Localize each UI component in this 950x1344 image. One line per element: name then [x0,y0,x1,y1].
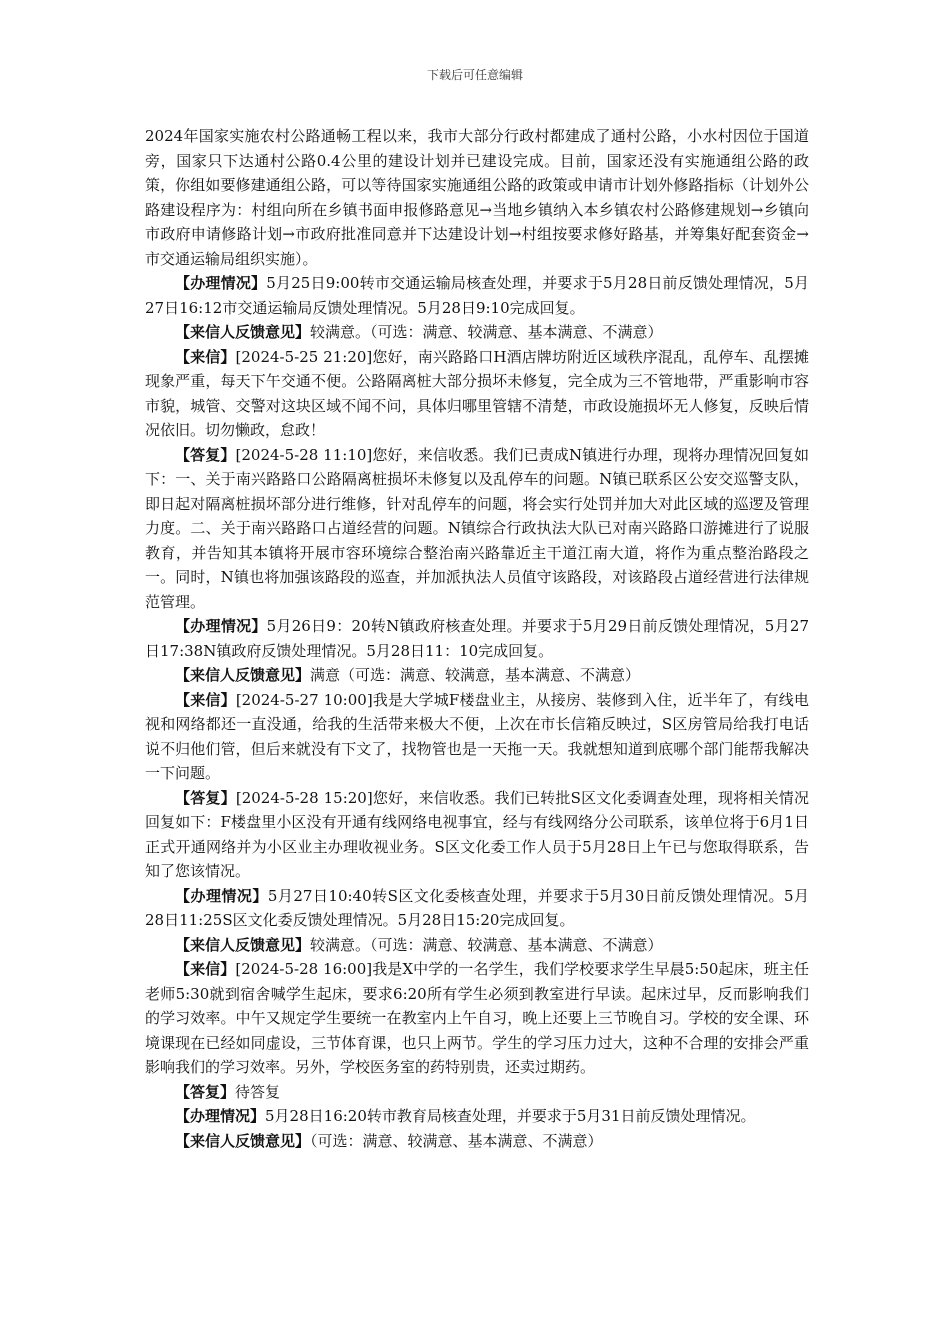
paragraph-text: 2024年国家实施农村公路通畅工程以来，我市大部分行政村都建成了通村公路，小水村因位于国道旁，国家只下达通村公路0.4公里的建设计划并已建设完成。目前，国家还没有实施通组公路的政策，你组如要修建通组公路，可以等待国家实施通组公路的政策或申请市计划外修路指标（计划外公路建设程序为：村组向所在乡镇书面申报修路意见→当地乡镇纳入本乡镇农村公路修建规划→乡镇向市政府申请修路计划→市政府批准同意并下达建设计划→村组按要求修好路基，并筹集好配套资金→市交通运输局组织实施）。 [145,127,809,268]
paragraph-tag: 【来信】 [175,347,236,366]
paragraph-text: 5月25日9:00转市交通运输局核查处理，并要求于5月28日前反馈处理情况，5月27日16:12市交通运输局反馈处理情况。5月28日9:10完成回复。 [145,274,809,317]
paragraph-tag: 【来信人反馈意见】 [175,1131,311,1150]
paragraph-text: 较满意。（可选：满意、较满意、基本满意、不满意） [310,935,663,954]
paragraph-text: 5月26日9：20转N镇政府核查处理。并要求于5月29日前反馈处理情况，5月27日17:38N镇政府反馈处理情况。5月28日11：10完成回复。 [145,617,809,660]
paragraph-tag: 【来信】 [175,690,236,709]
document-paragraph [145,1080,809,1105]
document-paragraph [145,933,809,958]
page-header-note: 下载后可任意编辑 [426,68,523,82]
paragraph-tag: 【答复】 [175,1082,236,1101]
document-paragraph [145,443,809,615]
paragraph-tag: 【办理情况】 [175,274,267,292]
document-paragraph [145,957,809,1080]
paragraph-tag: 【办理情况】 [175,617,267,635]
paragraph-tag: 【来信】 [175,960,236,978]
paragraph-text: [2024-5-28 16:00]我是X中学的一名学生，我们学校要求学生早晨5:50起床，班主任老师5:30就到宿舍喊学生起床，要求6:20所有学生必须到教室进行早读。起床过早，反而影响我们的学习效率。中午又规定学生要统一在教室内上午自习，晚上还要上三节晚自习。学校的安全课、环境课现在已经如同虚设，三节体育课，也只上两节。学生的学习压力过大，这种不合理的安排会严重影响我们的学习效率。另外，学校医务室的药特别贵，还卖过期药。 [145,960,809,1076]
paragraph-tag: 【答复】 [175,445,236,464]
paragraph-text: 满意（可选：满意、较满意，基本满意、不满意） [310,666,641,684]
paragraph-text: 待答复 [235,1082,281,1101]
paragraph-text: [2024-5-27 10:00]我是大学城F楼盘业主，从接房、装修到入住，近半年了，有线电视和网络都还一直没通，给我的生活带来极大不便，上次在市长信箱反映过，S区房管局给我打电话说不归他们管，但后来就没有下文了，找物管也是一天拖一天。我就想知道到底哪个部门能帮我解决一下问题。 [145,690,809,782]
paragraph-text: 较满意。（可选：满意、较满意、基本满意、不满意） [310,323,663,341]
paragraph-text: [2024-5-28 11:10]您好，来信收悉。我们已责成N镇进行办理，现将办理情况回复如下：一、关于南兴路路口公路隔离桩损坏未修复以及乱停车的问题。N镇已联系区公安交巡警支队，即日起对隔离桩损坏部分进行维修，针对乱停车的问题，将会实行处罚并加大对此区域的巡逻及管理力度。二、关于南兴路路口占道经营的问题。N镇综合行政执法大队已对南兴路路口游摊进行了说服教育，并告知其本镇将开展市容环境综合整治南兴路靠近主干道江南大道，将作为重点整治路段之一。同时，N镇也将加强该路段的巡查，并加派执法人员值守该路段，对该路段占道经营进行法律规范管理。 [145,445,809,611]
paragraph-tag: 【来信人反馈意见】 [175,666,311,684]
document-paragraph [145,271,809,320]
document-paragraph [145,124,809,271]
document-paragraph [145,786,809,884]
document-paragraph [145,663,809,688]
document-paragraph [145,614,809,663]
document-paragraph [145,1129,809,1154]
document-paragraph [145,884,809,933]
paragraph-tag: 【办理情况】 [175,1107,266,1125]
paragraph-text: [2024-5-25 21:20]您好，南兴路路口H酒店牌坊附近区域秩序混乱，乱停车、乱摆摊现象严重，每天下午交通不便。公路隔离桩大部分损坏未修复，完全成为三不管地带，严重影响市容市貌，城管、交警对这块区域不闻不问，具体归哪里管辖不清楚，市政设施损坏无人修复，反映后情况依旧。切勿懒政，怠政！ [145,347,809,439]
document-paragraph [145,320,809,345]
document-paragraph [145,1104,809,1129]
paragraph-tag: 【办理情况】 [175,886,268,905]
paragraph-text: （可选：满意、较满意、基本满意、不满意） [310,1131,603,1150]
paragraph-text: 5月28日16:20转市教育局核查处理，并要求于5月31日前反馈处理情况。 [265,1107,756,1125]
paragraph-tag: 【答复】 [175,788,236,807]
document-body [145,124,809,1153]
paragraph-tag: 【来信人反馈意见】 [175,935,311,954]
paragraph-text: [2024-5-28 15:20]您好，来信收悉。我们已转批S区文化委调查处理，现将相关情况回复如下：F楼盘里小区没有开通有线网络电视事宜，经与有线网络分公司联系，该单位将于6月1日正式开通网络并为小区业主办理收视业务。S区文化委工作人员于5月28日上午已与您取得联系，告知了您该情况。 [145,788,809,880]
paragraph-tag: 【来信人反馈意见】 [175,323,311,341]
document-paragraph [145,345,809,443]
paragraph-text: 5月27日10:40转S区文化委核查处理，并要求于5月30日前反馈处理情况。5月28日11:25S区文化委反馈处理情况。5月28日15:20完成回复。 [145,886,809,929]
document-paragraph [145,688,809,786]
